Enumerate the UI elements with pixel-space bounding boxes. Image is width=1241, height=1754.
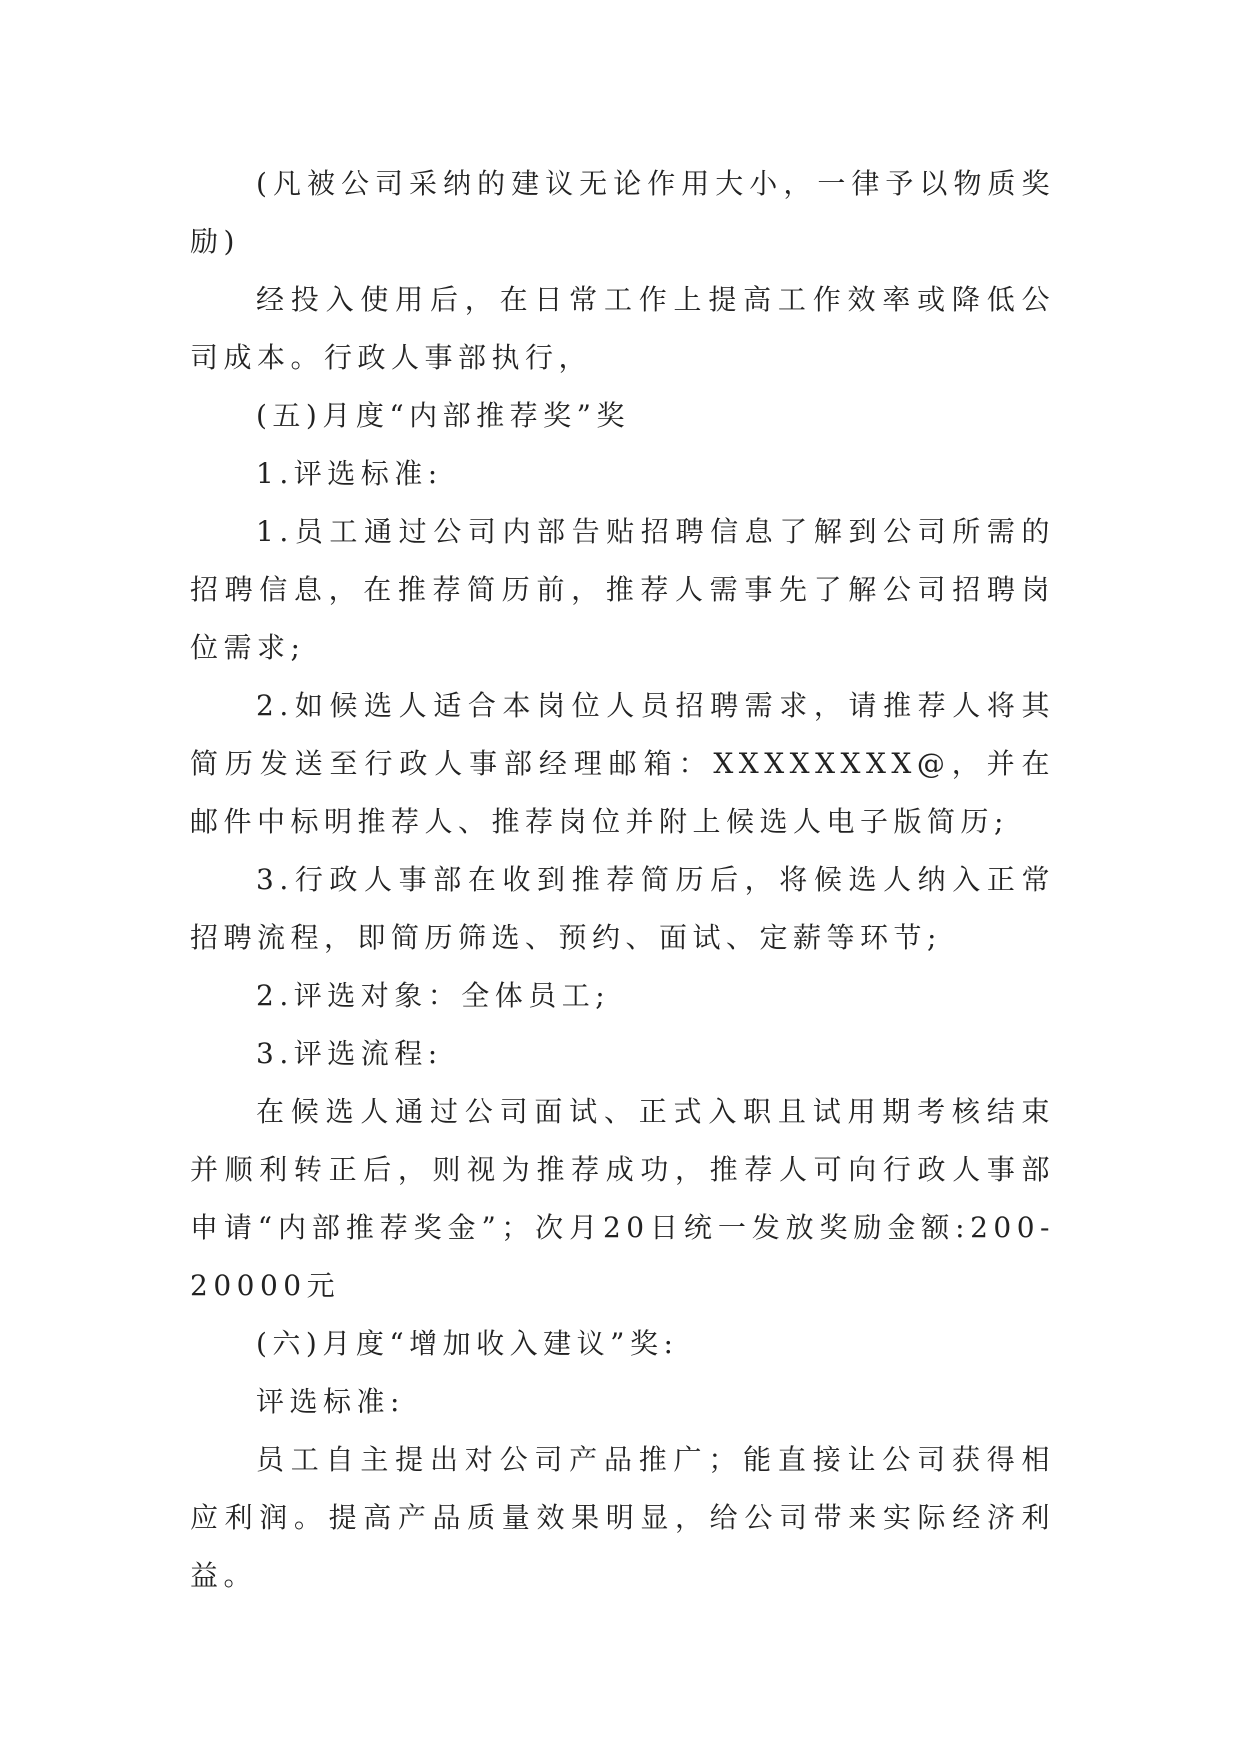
subheading-evaluation-process: 3.评选流程: [256, 1037, 443, 1070]
subheading-evaluation-criteria: 1.评选标准: [256, 457, 443, 490]
paragraph-criteria-item-3: 3.行政人事部在收到推荐简历后，将候选人纳入正常招聘流程，即简历筛选、预约、面试、定薪等环节; [190, 863, 1055, 954]
paragraph-criteria-item-2: 2.如候选人适合本岗位人员招聘需求，请推荐人将其简历发送至行政人事部经理邮箱：XXXXXXXX@，并在邮件中标明推荐人、推荐岗位并附上候选人电子版简历; [190, 689, 1055, 838]
section-heading-internal-referral-award: (五)月度“内部推荐奖”奖 [256, 399, 630, 432]
section-heading-revenue-suggestion-award: (六)月度“增加收入建议”奖: [256, 1327, 679, 1360]
paragraph-referral-process: 在候选人通过公司面试、正式入职且试用期考核结束并顺利转正后，则视为推荐成功，推荐人可向行政人事部申请“内部推荐奖金”；次月20日统一发放奖励金额:200-20000元 [190, 1095, 1055, 1302]
paragraph-efficiency-execution: 经投入使用后，在日常工作上提高工作效率或降低公司成本。行政人事部执行， [190, 283, 1055, 374]
document-page [190, 155, 1055, 1605]
paragraph-criteria-item-1: 1.员工通过公司内部告贴招聘信息了解到公司所需的招聘信息，在推荐简历前，推荐人需事先了解公司招聘岗位需求; [190, 515, 1055, 664]
subheading-evaluation-target: 2.评选对象：全体员工; [256, 979, 611, 1012]
paragraph-material-reward-note: (凡被公司采纳的建议无论作用大小，一律予以物质奖励) [190, 167, 1055, 258]
subheading-evaluation-criteria-2: 评选标准: [256, 1385, 405, 1418]
paragraph-revenue-suggestion-criteria: 员工自主提出对公司产品推广；能直接让公司获得相应利润。提高产品质量效果明显，给公司带来实际经济利益。 [190, 1443, 1055, 1592]
